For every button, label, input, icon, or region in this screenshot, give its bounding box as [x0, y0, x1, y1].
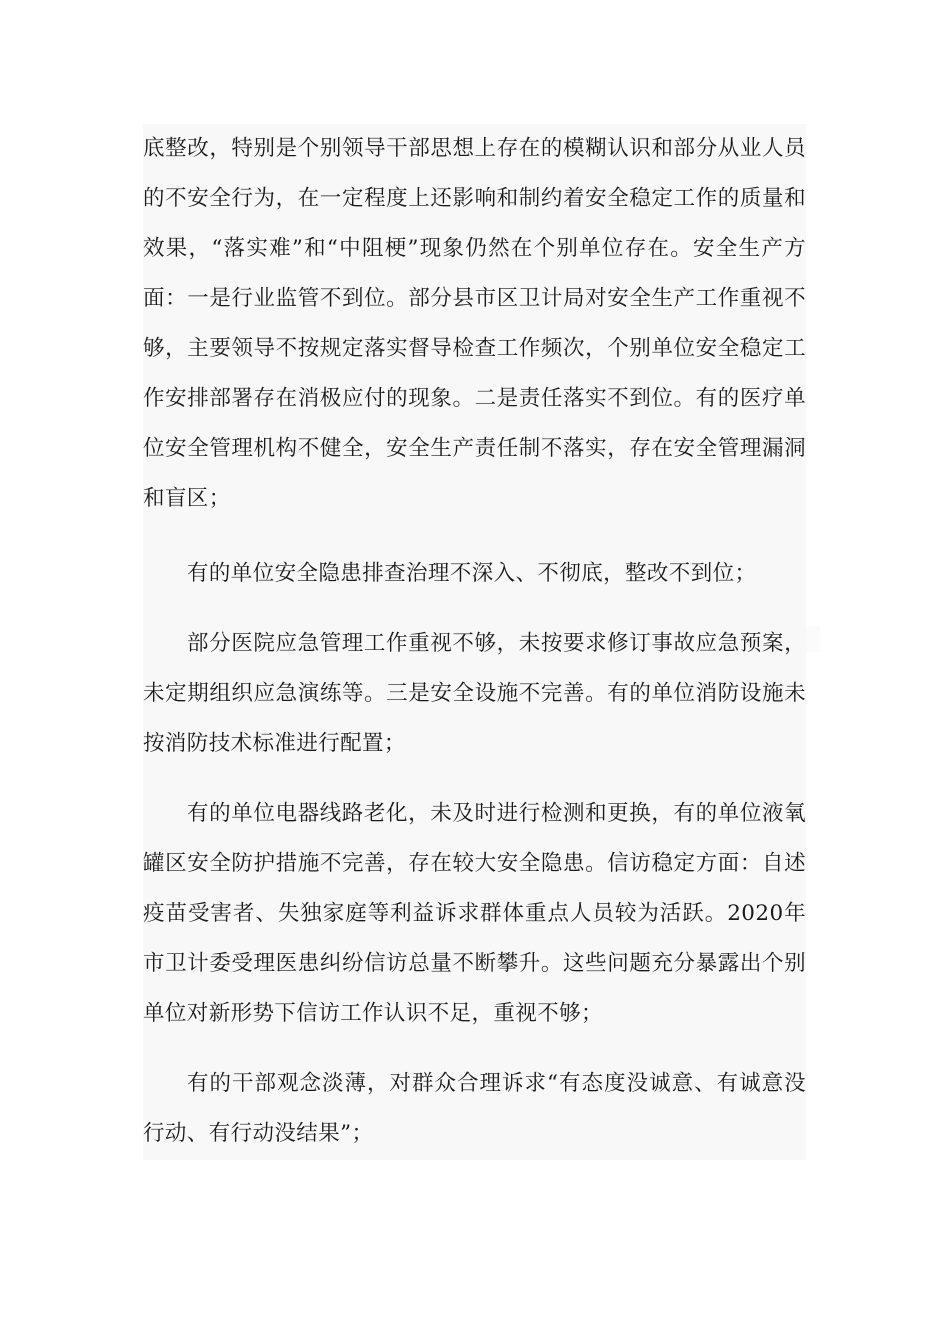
paragraph-petition-stability: 有的单位电器线路老化，未及时进行检测和更换，有的单位液氧罐区安全防护措施不完善，存在较大安全隐患。信访稳定方面：自述疫苗受害者、失独家庭等利益诉求群体重点人员较为活跃。2020年市卫计委受理医患纠纷信访总量不断攀升。这些问题充分暴露出个别单位对新形势下信访工作认识不足，重视不够；: [143, 801, 806, 1026]
document-body: [143, 124, 806, 1160]
paragraph-emergency-management: 部分医院应急管理工作重视不够，未按要求修订事故应急预案，未定期组织应急演练等。三是安全设施不完善。有的单位消防设施未按消防技术标准进行配置；: [143, 631, 806, 756]
margin-artifact: [806, 626, 820, 652]
paragraph-cadre-attitude: 有的干部观念淡薄，对群众合理诉求“有态度没诚意、有诚意没行动、有行动没结果”；: [143, 1071, 806, 1146]
paragraph-hazard-inspection: 有的单位安全隐患排查治理不深入、不彻底，整改不到位；: [187, 561, 757, 586]
paragraph-continuation: 底整改，特别是个别领导干部思想上存在的模糊认识和部分从业人员的不安全行为，在一定程度上还影响和制约着安全稳定工作的质量和效果，“落实难”和“中阻梗”现象仍然在个别单位存在。安全生产方面：一是行业监管不到位。部分县市区卫计局对安全生产工作重视不够，主要领导不按规定落实督导检查工作频次，个别单位安全稳定工作安排部署存在消极应付的现象。二是责任落实不到位。有的医疗单位安全管理机构不健全，安全生产责任制不落实，存在安全管理漏洞和盲区；: [143, 136, 806, 511]
